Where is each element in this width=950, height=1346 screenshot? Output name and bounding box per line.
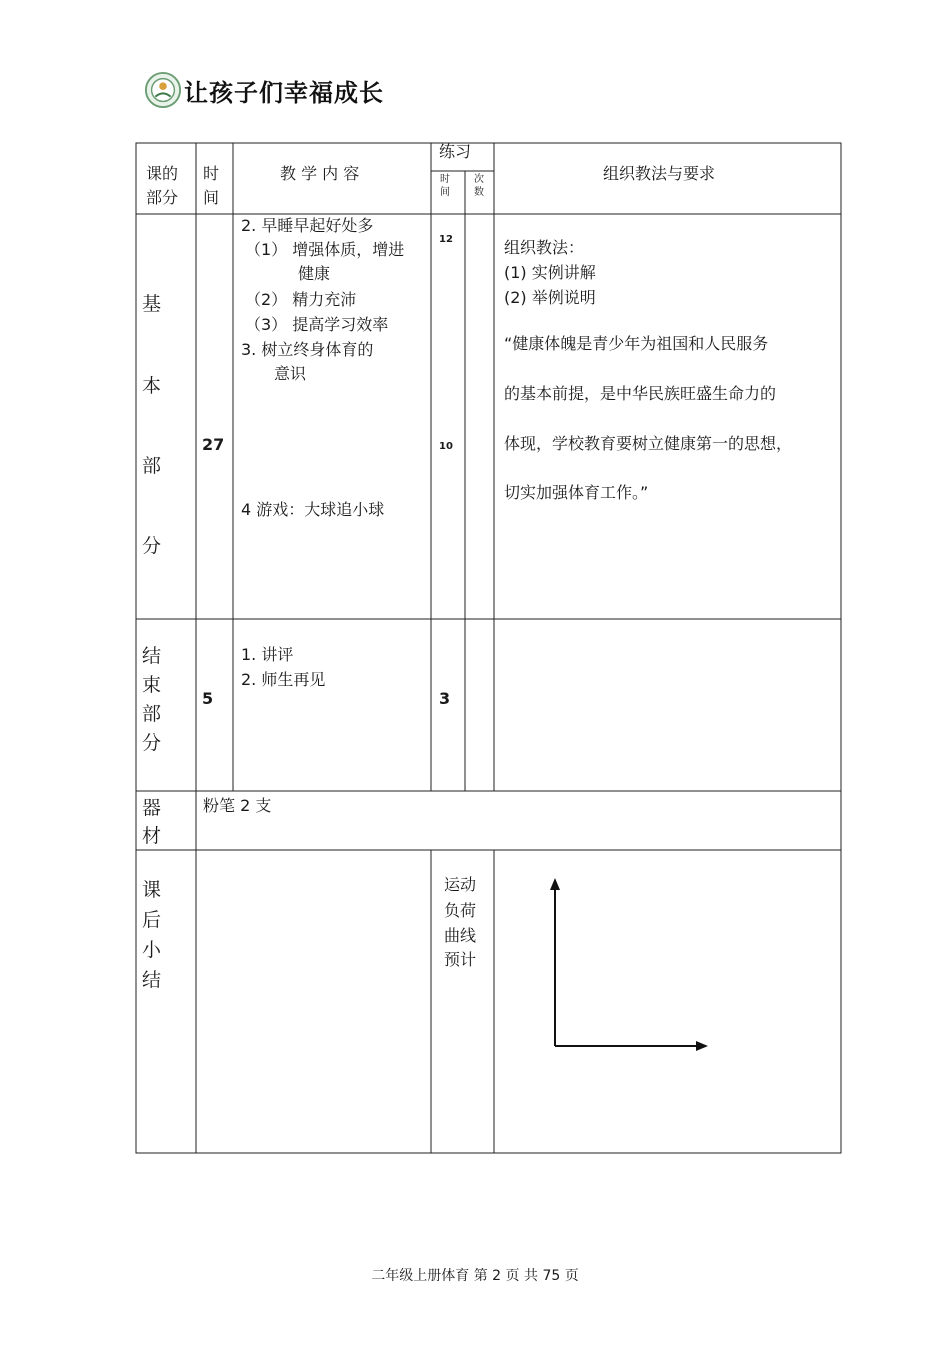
ending-practice-time: 3 — [439, 689, 451, 708]
equipment-label-2: 材 — [142, 825, 162, 847]
basic-method-line: 组织教法： — [504, 238, 585, 257]
basic-content-line: 健康 — [298, 264, 331, 283]
curve-label-2: 负荷 — [444, 901, 477, 920]
basic-method-line: 切实加强体育工作。” — [504, 483, 649, 502]
ending-part-char-1: 结 — [142, 645, 162, 667]
col-header-practice-count-2: 数 — [474, 187, 484, 198]
ending-part-char-2: 束 — [142, 674, 162, 696]
load-curve-axes — [540, 870, 730, 1060]
basic-content-game: 4 游戏：大球追小球 — [241, 500, 385, 519]
col-header-part-2: 部分 — [146, 188, 179, 207]
summary-label-3: 小 — [142, 939, 162, 961]
basic-part-char-3: 部 — [142, 455, 162, 477]
basic-method-line: (1) 实例讲解 — [504, 263, 596, 282]
summary-label-1: 课 — [142, 879, 162, 901]
col-header-practice: 练习 — [439, 142, 472, 161]
col-header-time-2: 间 — [203, 188, 220, 207]
curve-label-4: 预计 — [444, 950, 477, 969]
equipment-value: 粉笔 2 支 — [203, 796, 272, 815]
basic-content-line: 意识 — [274, 364, 307, 383]
col-header-part-1: 课的 — [146, 164, 179, 183]
curve-label-3: 曲线 — [444, 926, 477, 945]
basic-part-char-2: 本 — [142, 375, 162, 397]
x-axis-arrow — [696, 1041, 708, 1051]
basic-part-char-1: 基 — [142, 293, 162, 315]
col-header-time-1: 时 — [203, 164, 220, 183]
curve-label-1: 运动 — [444, 875, 477, 894]
col-header-content: 教 学 内 容 — [280, 164, 360, 183]
col-header-practice-time-2: 间 — [440, 187, 450, 198]
basic-content-line: （3） 提高学习效率 — [245, 315, 389, 334]
summary-label-4: 结 — [142, 969, 162, 991]
ending-content-line: 1. 讲评 — [241, 645, 294, 664]
basic-method-line: 体现，学校教育要树立健康第一的思想， — [504, 434, 793, 453]
page-footer: 二年级上册体育 第 2 页 共 75 页 — [371, 1268, 579, 1284]
y-axis-arrow — [550, 878, 560, 890]
basic-content-line: 2. 早睡早起好处多 — [241, 216, 374, 235]
ending-part-char-4: 分 — [142, 732, 162, 754]
basic-practice-time: 12 — [439, 234, 453, 245]
basic-time: 27 — [202, 435, 225, 454]
basic-method-line: 的基本前提，是中华民族旺盛生命力的 — [504, 384, 777, 403]
ending-part-char-3: 部 — [142, 703, 162, 725]
col-header-practice-count-1: 次 — [474, 174, 484, 185]
basic-method-line: “健康体魄是青少年为祖国和人民服务 — [504, 334, 769, 353]
basic-practice-time: 10 — [439, 441, 453, 452]
col-header-practice-time-1: 时 — [440, 174, 450, 185]
basic-method-line: (2) 举例说明 — [504, 288, 596, 307]
ending-time: 5 — [202, 689, 214, 708]
basic-part-char-4: 分 — [142, 535, 162, 557]
basic-content-line: （1） 增强体质，增进 — [245, 240, 405, 259]
col-header-method: 组织教法与要求 — [603, 164, 716, 183]
summary-label-2: 后 — [142, 909, 162, 931]
basic-content-line: （2） 精力充沛 — [245, 290, 357, 309]
slogan: 让孩子们幸福成长 — [184, 78, 384, 107]
ending-content-line: 2. 师生再见 — [241, 670, 326, 689]
basic-content-line: 3. 树立终身体育的 — [241, 340, 374, 359]
equipment-label-1: 器 — [142, 797, 162, 819]
